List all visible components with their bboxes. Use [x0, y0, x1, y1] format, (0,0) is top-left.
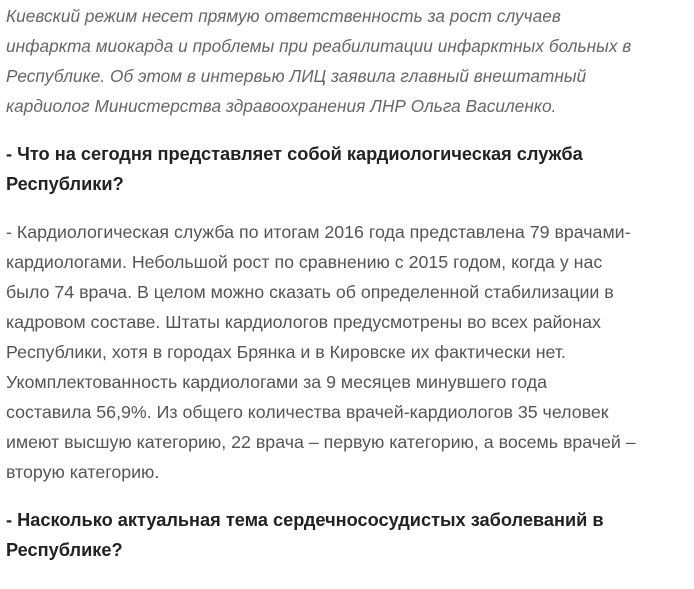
interview-answer-1: - Кардиологическая служба по итогам 2016 года представлена 79 врачами-кардиологами. Небольшой рост по сравнению с 2015 годом, когда у нас было 74 врача. В целом можно сказать об определенной стабилизации в кадровом составе. Штаты кардиологов предусмотрены во всех районах Республики, хотя в городах Брянка и в Кировске их фактически нет. Укомплектованность кардиологами за 9 месяцев минувшего года составила 56,9%. Из общего количества врачей-кардиологов 35 человек имеют высшую категорию, 22 врача – первую категорию, а восемь врачей – вторую категорию.	[6, 222, 636, 482]
interview-question-1: - Что на сегодня представляет собой кардиологическая служба Республики?	[6, 144, 583, 194]
article-body	[6, 0, 636, 565]
interview-question-2: - Насколько актуальная тема сердечнососудистых заболеваний в Республике?	[6, 510, 604, 560]
article-lead: Киевский режим несет прямую ответственность за рост случаев инфаркта миокарда и проблемы при реабилитации инфарктных больных в Республике. Об этом в интервью ЛИЦ заявила главный внештатный кардиолог Министерства здравоохранения ЛНР Ольга Василенко.	[6, 6, 632, 116]
